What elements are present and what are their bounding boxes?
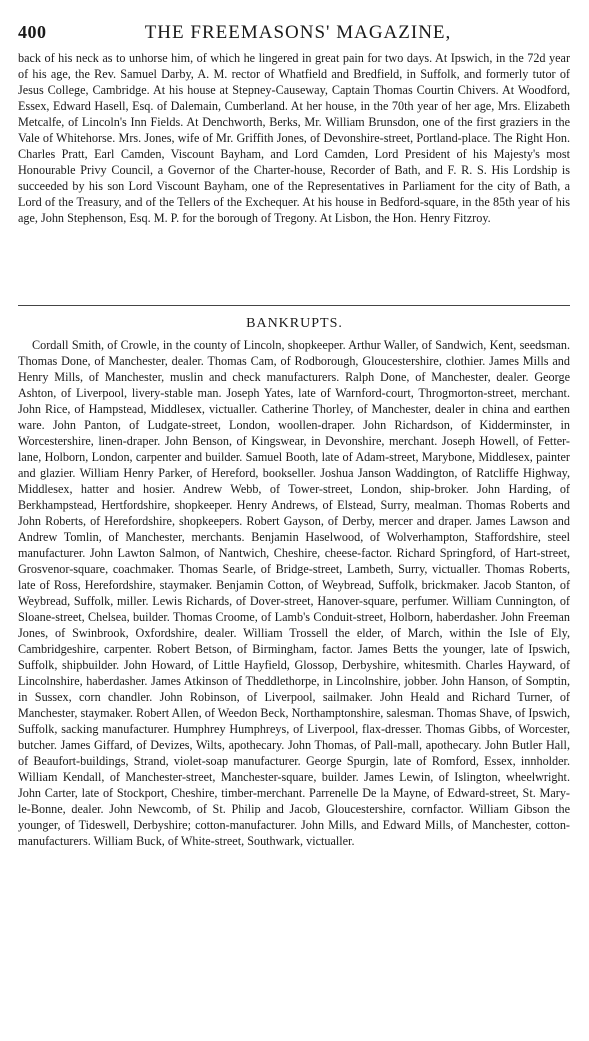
obituary-section	[18, 50, 570, 226]
running-title: THE FREEMASONS' MAGAZINE,	[144, 22, 452, 43]
obituary-paragraph: back of his neck as to unhorse him, of which he lingered in great pain for two days. At Ipswich, in the 72d year of his age, the Rev. Samuel Darby, A. M. rector of Whatfield and Bredfield, in Suffolk, and formerly tutor of Jesus College, Cambridge. At his house at Stepney-Causeway, Captain Thomas Courtin Chivers. At Woodford, Essex, Edward Hasell, Esq. of Dalemain, Cumberland. At her house, in the 70th year of her age, Mrs. Elizabeth Metcalfe, of Lincoln's Inn Fields. At Denchworth, Berks, Mr. William Brunsdon, one of the first graziers in the Vale of Whitehorse. Mrs. Jones, wife of Mr. Griffith Jones, of Devonshire-street, Portland-place. The Right Hon. Charles Pratt, Earl Camden, Viscount Bayham, and Lord Camden, Lord President of his Majesty's most Honourable Privy Council, a Governor of the Charter-house, Recorder of Bath, and F. R. S. His Lordship is succeeded by his son Lord Viscount Bayham, one of the Representatives in Parliament for the city of Bath, a Lord of the Treasury, and of the Tellers of the Exchequer. At his house in Bedford-square, in the 85th year of his age, John Stephenson, Esq. M. P. for the borough of Tregony. At Lisbon, the Hon. Henry Fitzroy.	[18, 51, 570, 225]
page-number: 400	[18, 22, 47, 42]
bankrupts-section	[18, 337, 570, 849]
page-header	[18, 22, 578, 48]
section-divider	[18, 305, 570, 306]
bankrupts-paragraph: Cordall Smith, of Crowle, in the county of Lincoln, shopkeeper. Arthur Waller, of Sandwich, Kent, seedsman. Thomas Done, of Manchester, dealer. Thomas Cam, of Rodborough, Gloucestershire, clothier. James Mills and Henry Mills, of Manchester, muslin and check manufacturers. Ralph Done, of Manchester, dealer. George Ashton, of Liverpool, livery-stable man. Joseph Yates, late of Warnford-court, Throgmorton-street, merchant. John Rice, of Hampstead, Middlesex, victualler. Catherine Thorley, of Manchester, dealer in china and earthen ware. John Panton, of Ludgate-street, London, woollen-draper. John Richardson, of Kidderminster, in Worcestershire, linen-draper. John Benson, of Kingswear, in Devonshire, merchant. Joseph Howell, of Fetter-lane, Holborn, London, carpenter and builder. Samuel Booth, late of Adam-street, Marybone, Middlesex, painter and glazier. William Henry Parker, of Hereford, bookseller. Joshua Janson Waddington, of Ratcliffe Highway, Middlesex, hatter and hosier. Andrew Webb, of Tower-street, London, ship-broker. John Harding, of Berkhampstead, Hertfordshire, shopkeeper. Henry Andrews, of Elstead, Surry, mealman. Thomas Roberts and John Roberts, of Herefordshire, shopkeepers. Robert Gayson, of Derby, mercer and draper. James Lawson and Andrew Tomlin, of Manchester, merchants. Benjamin Haselwood, of Wolverhampton, Staffordshire, steel manufacturer. John Lawton Salmon, of Nantwich, Cheshire, cheese-factor. Richard Springford, of Hart-street, Grosvenor-square, coachmaker. Thomas Searle, of Bridge-street, Lambeth, Surry, victualler. Thomas Roberts, late of Ross, Herefordshire, staymaker. Benjamin Cotton, of Weybread, Suffolk, brickmaker. Jacob Stanton, of Weybread, Suffolk, miller. Lewis Richards, of Dover-street, Hanover-square, perfumer. William Cunnington, of Sloane-street, Chelsea, builder. Thomas Croome, of Lamb's Conduit-street, Holborn, haberdasher. John Freeman Jones, of Swinbrook, Oxfordshire, dealer. William Trossell the elder, of March, within the Isle of Ely, Cambridgeshire, carpenter. Robert Betson, of Birmingham, factor. James Betts the younger, late of Ipswich, Suffolk, shipbuilder. John Howard, of Little Hayfield, Glossop, Derbyshire, whitesmith. Charles Hayward, of Lincolnshire, haberdasher. James Atkinson of Theddlethorpe, in Lincolnshire, jobber. John Hanson, of Somptin, in Sussex, corn chandler. John Robinson, of Liverpool, sailmaker. John Heald and Richard Turner, of Manchester, staymaker. Robert Allen, of Weedon Beck, Northamptonshire, salesman. Thomas Shave, of Ipswich, Suffolk, sacking manufacturer. Humphrey Humphreys, of Liverpool, flax-dresser. Thomas Gibbs, of Worcester, butcher. James Giffard, of Devizes, Wilts, apothecary. John Thomas, of Pall-mall, apothecary. John Butler Hall, of Beaufort-buildings, Strand, violet-soap manufacturer. George Spurgin, late of Romford, Essex, innholder. William Kendall, of Manchester-street, Manchester-square, builder. James Lewin, of Islington, wheelwright. John Carter, late of Stockport, Cheshire, timber-merchant. Parrenelle De la Mayne, of Edward-street, St. Mary-le-Bonne, dealer. John Newcomb, of St. Philip and Jacob, Gloucestershire, cornfactor. William Gibson the younger, of Tideswell, Derbyshire; cotton-manufacturer. John Mills, and Edward Mills, of Manchester, cotton-manufacturers. William Buck, of White-street, Southwark, victualler.	[18, 338, 570, 848]
bankrupts-heading: BANKRUPTS.	[246, 316, 343, 331]
